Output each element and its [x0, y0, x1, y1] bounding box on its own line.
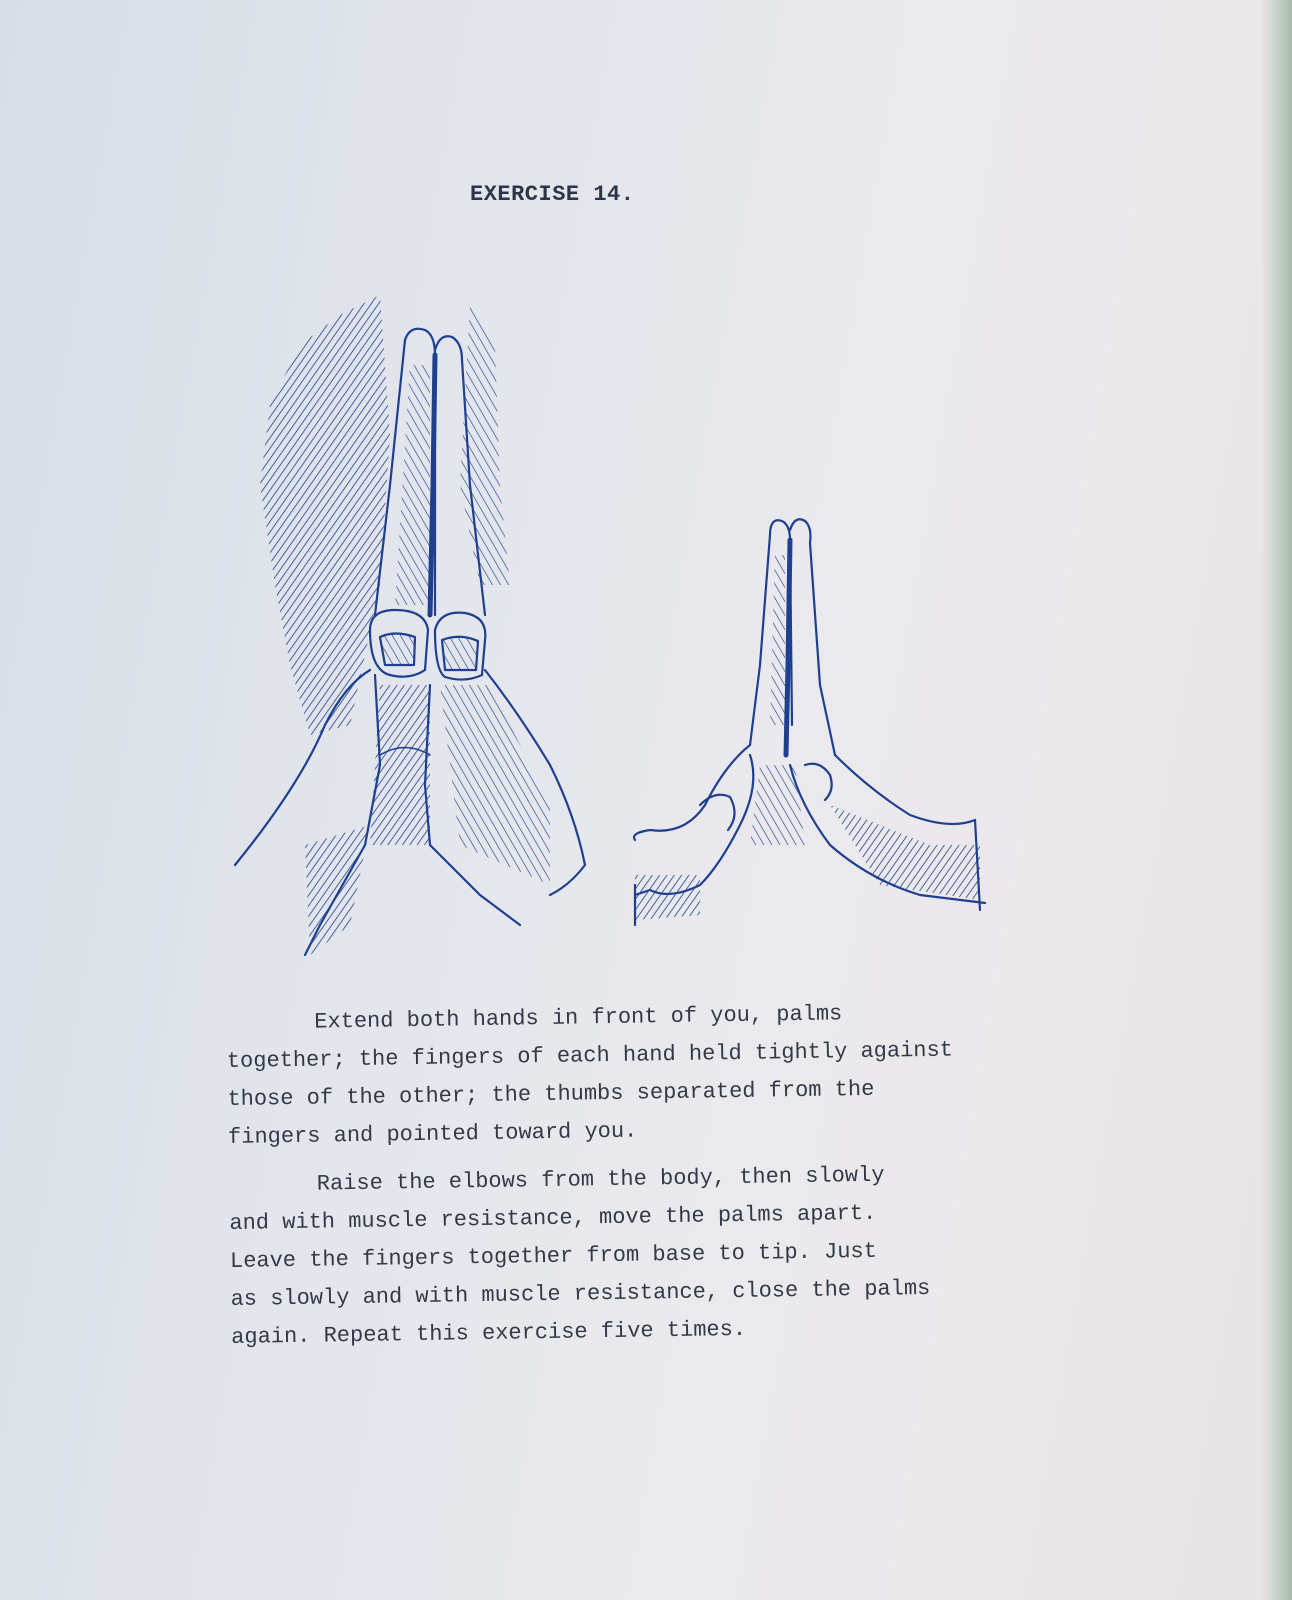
text-line: Extend both hands in front of you, palms [314, 1001, 843, 1035]
instructions-text [226, 992, 1061, 1357]
text-line: again. Repeat this exercise five times. [231, 1316, 747, 1350]
exercise-title: EXERCISE 14. [470, 182, 635, 207]
text-line: Leave the fingers together from base to tip. Just [229, 1238, 878, 1274]
text-line: fingers and pointed toward you. [227, 1118, 638, 1150]
text-line: those of the other; the thumbs separated from the [227, 1076, 875, 1112]
instruction-paragraph-1 [226, 992, 1058, 1157]
hands-closed-figure [235, 295, 585, 955]
text-line: as slowly and with muscle resistance, close the palms [230, 1275, 931, 1312]
instruction-paragraph-2 [229, 1154, 1062, 1357]
hands-illustration [230, 285, 1010, 975]
text-line: together; the fingers of each hand held tightly against [226, 1037, 954, 1074]
text-line: Raise the elbows from the body, then slowly [316, 1162, 885, 1197]
hands-apart-figure [634, 519, 985, 925]
text-line: and with muscle resistance, move the palms apart. [229, 1200, 877, 1236]
book-edge [1262, 0, 1292, 1600]
